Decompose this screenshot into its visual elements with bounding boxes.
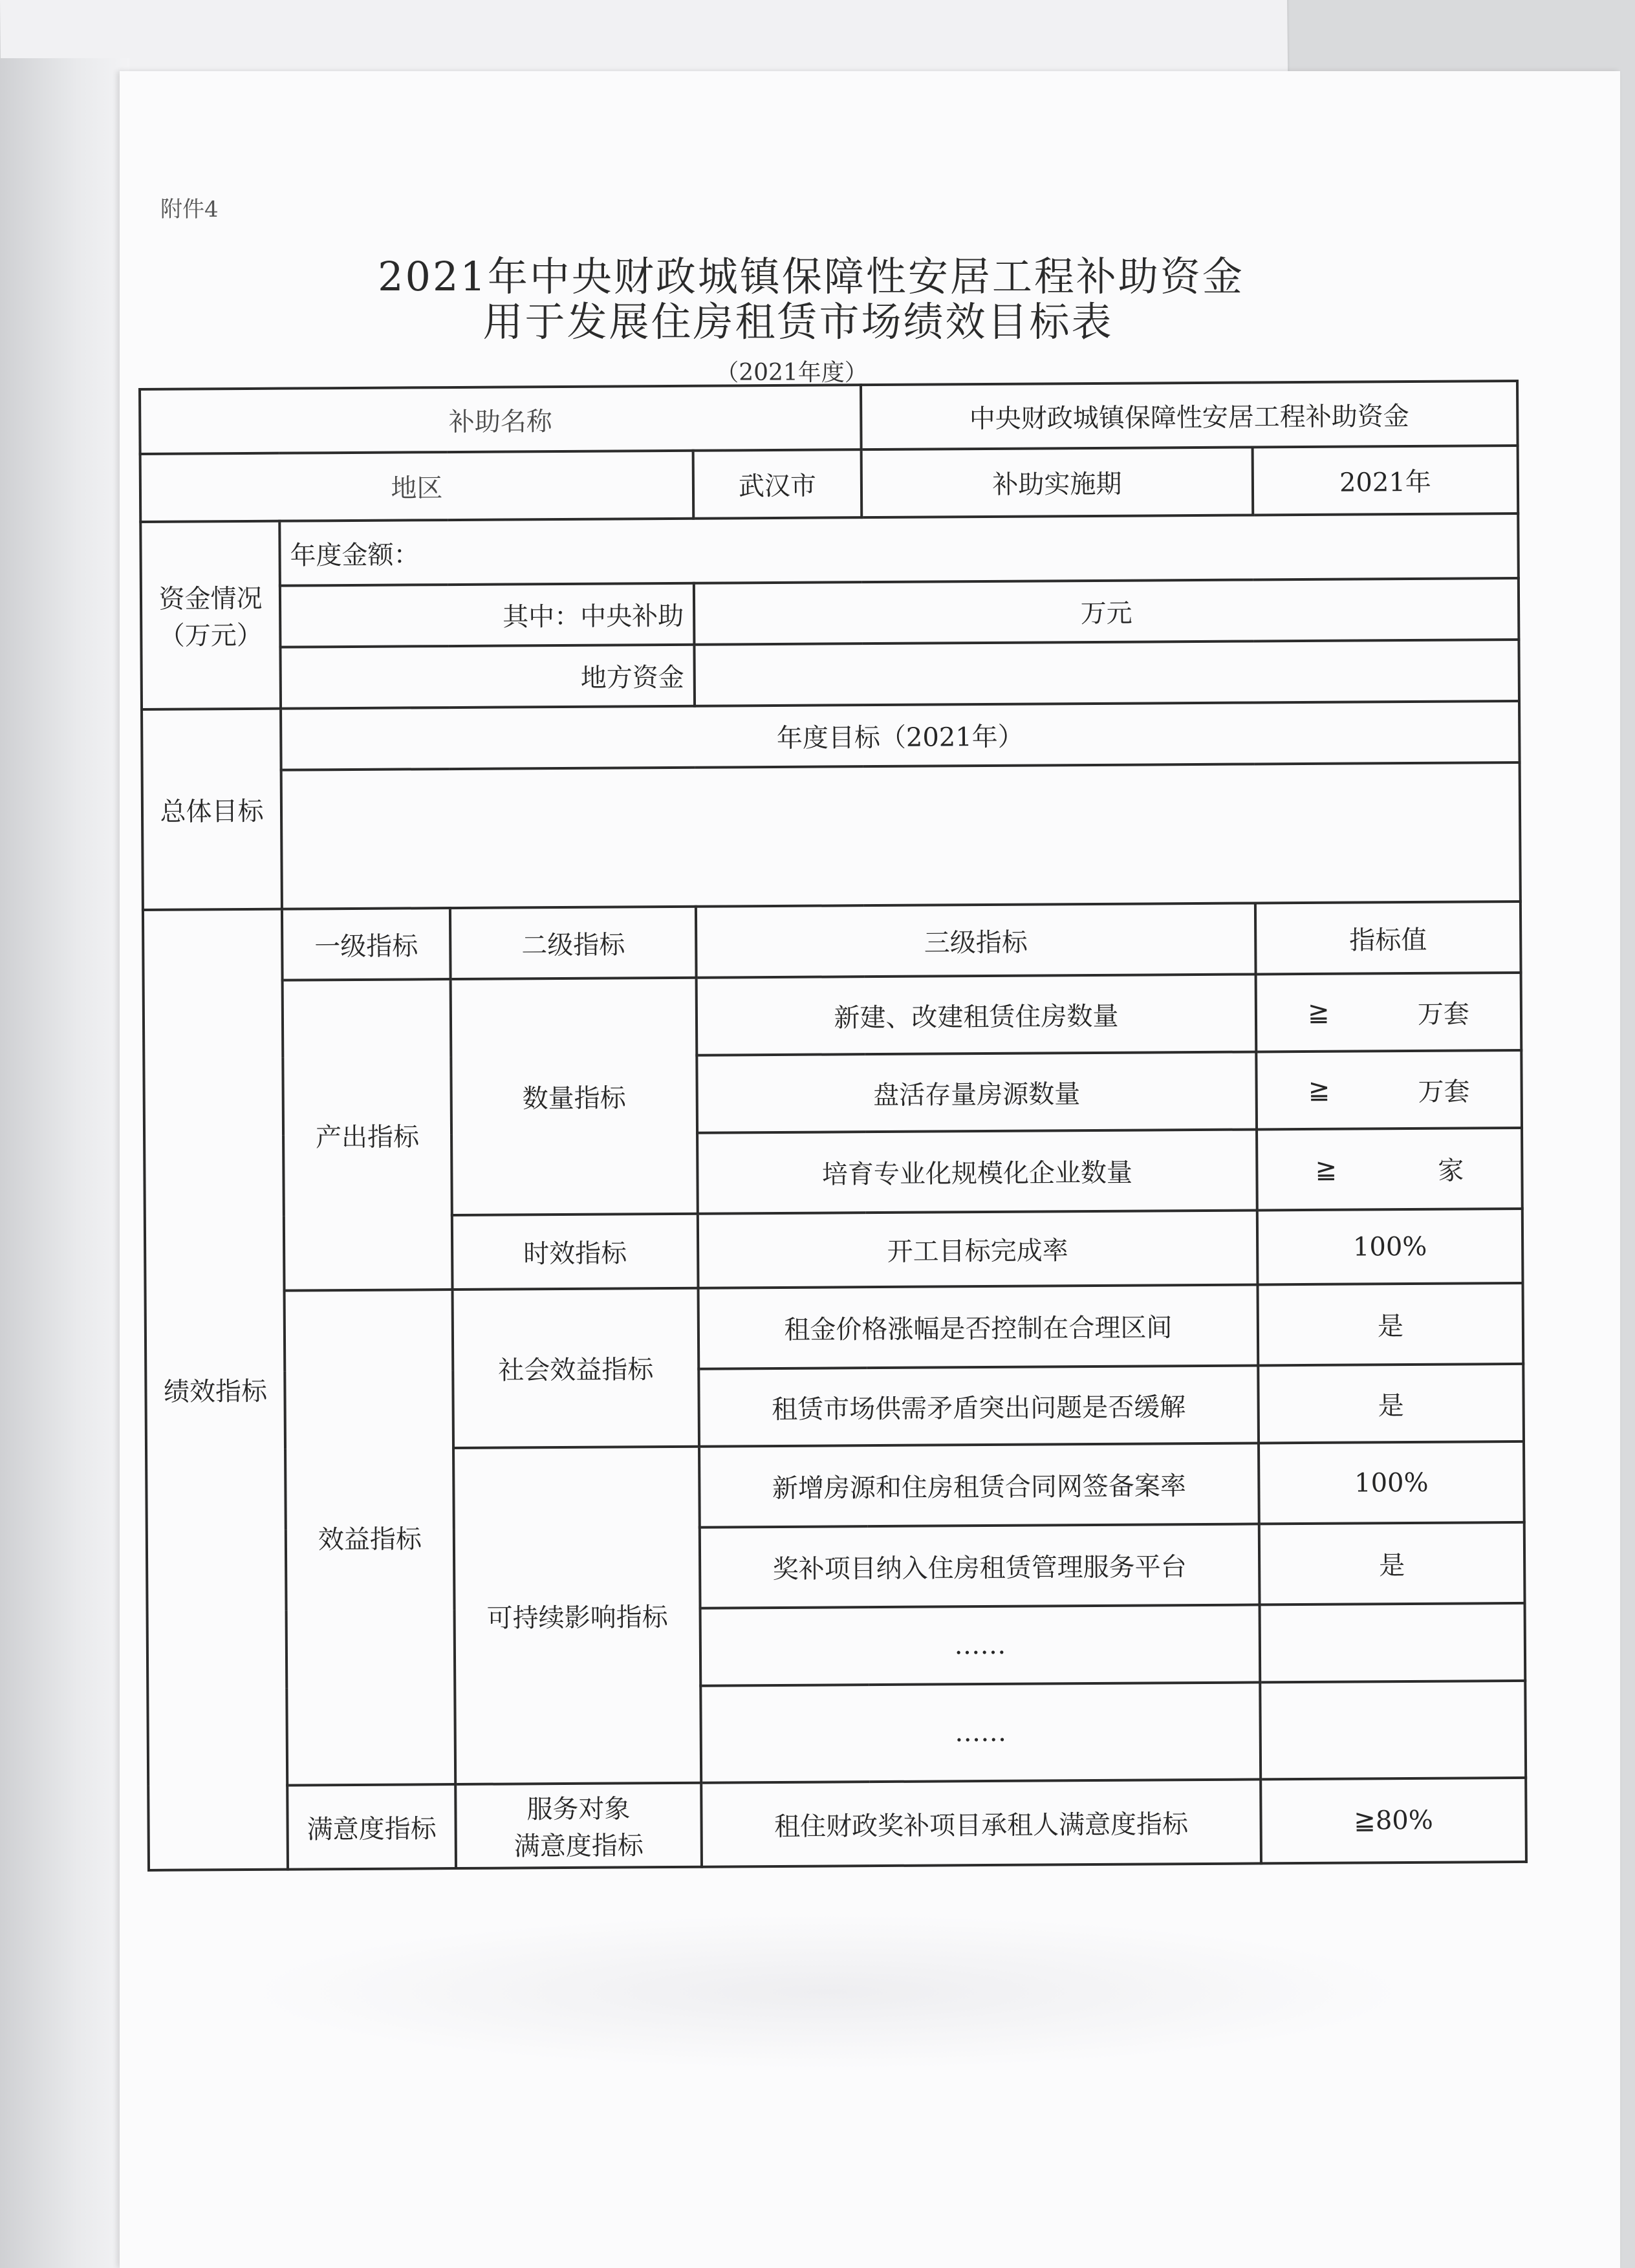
year-note: （2021年度） (715, 360, 868, 386)
indicator-name: 租赁市场供需矛盾突出问题是否缓解 (698, 1365, 1259, 1446)
indicator-name: 奖补项目纳入住房租赁管理服务平台 (700, 1524, 1260, 1608)
central-subsidy-value: 万元 (694, 578, 1519, 645)
indicator-value (1257, 1128, 1522, 1211)
indicator-value (1256, 1050, 1522, 1130)
indicator-name: 新建、改建租赁住房数量 (697, 974, 1257, 1055)
social-benefit-indicators-label: 社会效益指标 (453, 1288, 699, 1448)
local-funds-label: 地方资金 (280, 645, 695, 709)
indicator-value: 是 (1258, 1364, 1524, 1443)
col-level2-header: 二级指标 (450, 907, 697, 979)
indicator-name: 盘活存量房源数量 (697, 1052, 1257, 1132)
indicator-name: …… (700, 1604, 1261, 1685)
indicator-value (1260, 1603, 1526, 1683)
subsidy-name-label: 补助名称 (140, 385, 861, 454)
benefit-indicators-label: 效益指标 (285, 1290, 456, 1786)
indicator-unit: 万套 (1418, 1076, 1470, 1107)
indicator-unit: 家 (1438, 1156, 1464, 1186)
overall-target-label: 总体目标 (142, 709, 282, 910)
subsidy-name-value: 中央财政城镇保障性安居工程补助资金 (861, 381, 1518, 449)
local-funds-value (694, 640, 1519, 706)
gte-symbol: ≧ (1308, 1075, 1330, 1105)
region-label: 地区 (140, 451, 694, 522)
annual-target-value (281, 762, 1521, 909)
indicator-value: 100% (1259, 1442, 1524, 1524)
quantity-indicators-label: 数量指标 (451, 978, 698, 1215)
col-value-header: 指标值 (1255, 902, 1521, 975)
period-label: 补助实施期 (861, 447, 1253, 517)
indicator-value (1256, 973, 1522, 1052)
annual-target-label: 年度目标（2021年） (281, 701, 1520, 770)
service-label-line-2: 满意度指标 (514, 1831, 644, 1862)
document-title-line-2: 用于发展住房租赁市场绩效目标表 (482, 298, 1114, 345)
gte-symbol: ≧ (1307, 997, 1330, 1028)
indicator-name: 租金价格涨幅是否控制在合理区间 (698, 1284, 1259, 1368)
performance-target-table (138, 380, 1525, 1872)
period-value: 2021年 (1253, 446, 1519, 515)
gte-symbol: ≧ (1315, 1154, 1337, 1185)
indicator-name: 租住财政奖补项目承租人满意度指标 (701, 1779, 1261, 1866)
indicator-unit: 万套 (1417, 999, 1469, 1030)
bleed-through-smudge (246, 1914, 1410, 2069)
indicator-name: 培育专业化规模化企业数量 (697, 1129, 1257, 1213)
attachment-label: 附件4 (160, 197, 219, 222)
central-subsidy-label: 其中：中央补助 (280, 583, 695, 647)
indicator-value: 是 (1258, 1283, 1524, 1366)
satisfaction-indicators-label: 满意度指标 (287, 1784, 456, 1870)
timeliness-indicators-label: 时效指标 (452, 1214, 698, 1290)
output-indicators-label: 产出指标 (283, 979, 453, 1291)
funds-label: 资金情况（万元） (140, 521, 281, 709)
annual-amount-label: 年度金额： (279, 513, 1519, 586)
indicator-value: ≧80% (1261, 1778, 1526, 1864)
indicator-name: …… (700, 1682, 1261, 1782)
page-binding-edge (0, 58, 129, 2268)
col-level3-header: 三级指标 (696, 903, 1256, 977)
col-level1-header: 一级指标 (282, 908, 451, 980)
indicator-value: 是 (1259, 1522, 1525, 1605)
service-label-line-1: 服务对象 (526, 1794, 631, 1825)
document-title-line-1: 2021年中央财政城镇保障性安居工程补助资金 (378, 253, 1244, 300)
performance-indicators-label: 绩效指标 (143, 909, 288, 1870)
indicator-name: 新增房源和住房租赁合同网签备案率 (699, 1443, 1259, 1527)
indicator-value: 100% (1257, 1209, 1523, 1285)
indicator-value (1260, 1681, 1526, 1780)
region-value: 武汉市 (693, 449, 862, 519)
indicator-name: 开工目标完成率 (698, 1210, 1258, 1288)
sustainability-indicators-label: 可持续影响指标 (453, 1447, 701, 1784)
service-satisfaction-label (455, 1783, 702, 1868)
